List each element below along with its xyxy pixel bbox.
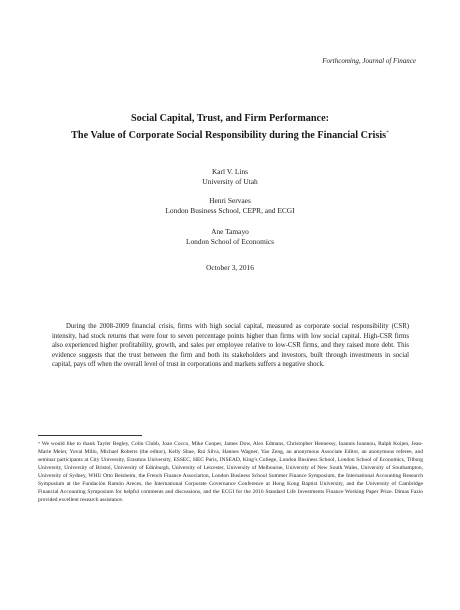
forthcoming-note: Forthcoming, Journal of Finance [322,57,416,65]
footnote-divider [38,435,142,436]
author-affiliation: University of Utah [202,177,258,186]
author-name: Karl V. Lins [211,167,249,176]
title-line-2-text: The Value of Corporate Social Responsibility during the Financial Crisis [71,130,387,141]
title-line-2 [30,127,430,144]
author-block-3 [30,227,430,247]
author-name: Henri Servaes [209,196,251,205]
title-footnote-marker: * [386,130,389,136]
title-line-1: Social Capital, Trust, and Firm Performance: [131,113,329,124]
author-name: Ane Tamayo [211,227,249,236]
author-affiliation: London Business School, CEPR, and ECGI [165,206,295,215]
footnote-text: We would like to thank Tayler Begley, Colin Clubb, Joao Cocco, Mike Cooper, James Dow, Alex Edmans, Christopher Hennessy, Ioannis Ioannou, Ralph Koijen, Jean-Marie Meier, Yuval Millo, Michael Roberts (the editor), Kelly Shue, Rui Silva, Hannes Wagner, Yao Zeng, an anonymous Associate Editor, an anonymous referee, and seminar participants at City University, Erasmus University, ESSEC, HEC Paris, INSEAD, King’s College, London Business School, London School of Economics, Tilburg University, University of Bristol, University of Edinburgh, University of Leicester, University of Melbourne, University of New South Wales, University of Southampton, University of Sydney, WHU Otto Beisheim, the French Finance Association, London Business School Summer Finance Symposium, the International Accounting Research Symposium at the Fundación Ramón Areces, the International Corporate Governance Conference at Hong Kong Baptist University, and the University of Cambridge Financial Accounting Symposium for helpful comments and discussions, and the ECGI for the 2016 Standard Life Investments Finance Working Paper Prize. Dimas Fazio provided excellent research assistance. [38,441,423,504]
paper-title [30,110,430,144]
acknowledgement-footnote [38,440,423,504]
paper-date: October 3, 2016 [206,263,254,272]
author-block-2 [30,196,430,216]
author-affiliation: London School of Economics [185,237,275,246]
abstract: During the 2008-2009 financial crisis, firms with high social capital, measured as corporate social responsibility (CSR) intensity, had stock returns that were four to seven percentage points higher than firms with low social capital. High-CSR firms also experienced higher profitability, growth, and sales per employee relative to low-CSR firms, and they raised more debt. This evidence suggests that the trust between the firm and both its stakeholders and investors, built through investments in social capital, pays off when the overall level of trust in corporations and markets suffers a negative shock. [52,323,409,369]
author-block-1 [30,167,430,187]
footnote-marker: * [38,441,40,446]
